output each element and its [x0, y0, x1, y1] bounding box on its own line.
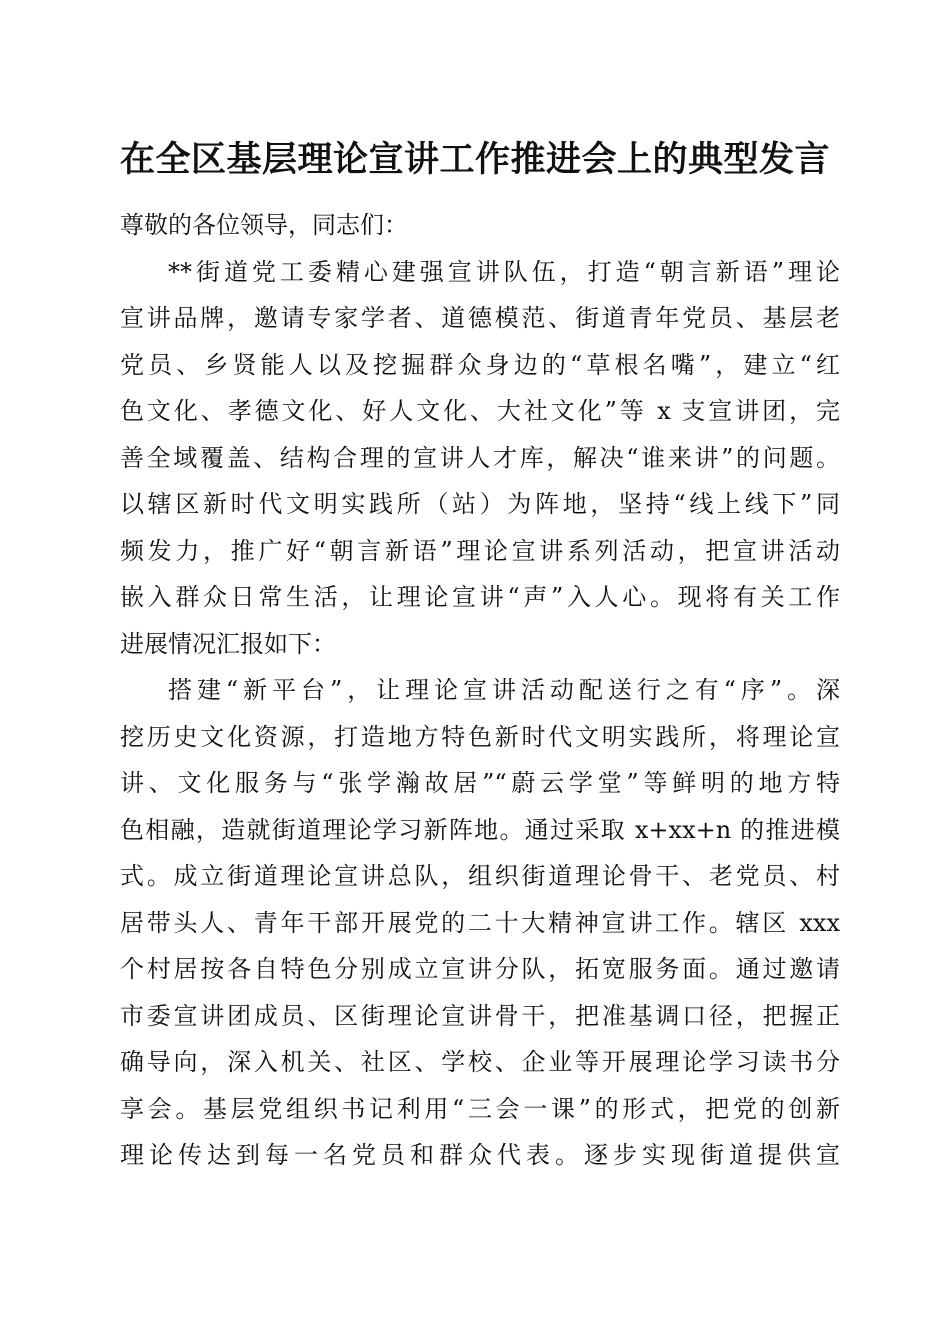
salutation: 尊敬的各位领导，同志们： — [120, 211, 408, 239]
paragraph-line: 理论传达到每一名党员和群众代表。逐步实现街道提供宣 — [120, 1141, 840, 1169]
paragraph-line: 以辖区新时代文明实践所（站）为阵地，坚持“线上线下”同 — [120, 490, 840, 518]
paragraph-line: 频发力，推广好“朝言新语”理论宣讲系列活动，把宣讲活动 — [120, 536, 840, 565]
paragraph-line: 色相融，造就街道理论学习新阵地。通过采取 x+xx+n 的推进模 — [120, 815, 840, 844]
paragraph-line: 享会。基层党组织书记利用“三会一课”的形式，把党的创新 — [120, 1094, 840, 1123]
paragraph-line: 确导向，深入机关、社区、学校、企业等开展理论学习读书分 — [120, 1048, 840, 1076]
paragraph-line: **街道党工委精心建强宣讲队伍，打造“朝言新语”理论 — [168, 257, 840, 286]
paragraph-line: 党员、乡贤能人以及挖掘群众身边的“草根名嘴”，建立“红 — [120, 350, 840, 379]
paragraph-1 — [120, 249, 840, 668]
paragraph-line: 善全域覆盖、结构合理的宣讲人才库，解决“谁来讲”的问题。 — [120, 443, 840, 472]
paragraph-line: 宣讲品牌，邀请专家学者、道德模范、街道青年党员、基层老 — [120, 304, 840, 332]
paragraph-line: 嵌入群众日常生活，让理论宣讲“声”入人心。现将有关工作 — [120, 583, 840, 611]
paragraph-2 — [120, 667, 840, 1179]
paragraph-line: 式。成立街道理论宣讲总队，组织街道理论骨干、老党员、村 — [120, 862, 840, 890]
paragraph-line: 挖历史文化资源，打造地方特色新时代文明实践所，将理论宣 — [120, 722, 840, 751]
paragraph-line: 搭建“新平台”，让理论宣讲活动配送行之有“序”。深 — [168, 676, 840, 704]
paragraph-line: 市委宣讲团成员、区街理论宣讲骨干，把准基调口径，把握正 — [120, 1001, 840, 1030]
document-title: 在全区基层理论宣讲工作推进会上的典型发言 — [119, 139, 830, 180]
document-body — [120, 202, 840, 1179]
paragraph-line: 个村居按各自特色分别成立宣讲分队，拓宽服务面。通过邀请 — [120, 955, 840, 983]
paragraph-line: 进展情况汇报如下： — [120, 629, 336, 658]
paragraph-line: 讲、文化服务与“张学瀚故居”“蔚云学堂”等鲜明的地方特 — [120, 769, 840, 797]
paragraph-line: 居带头人、青年干部开展党的二十大精神宣讲工作。辖区 xxx — [120, 908, 840, 937]
paragraph-line: 色文化、孝德文化、好人文化、大社文化”等 x 支宣讲团，完 — [120, 397, 840, 425]
